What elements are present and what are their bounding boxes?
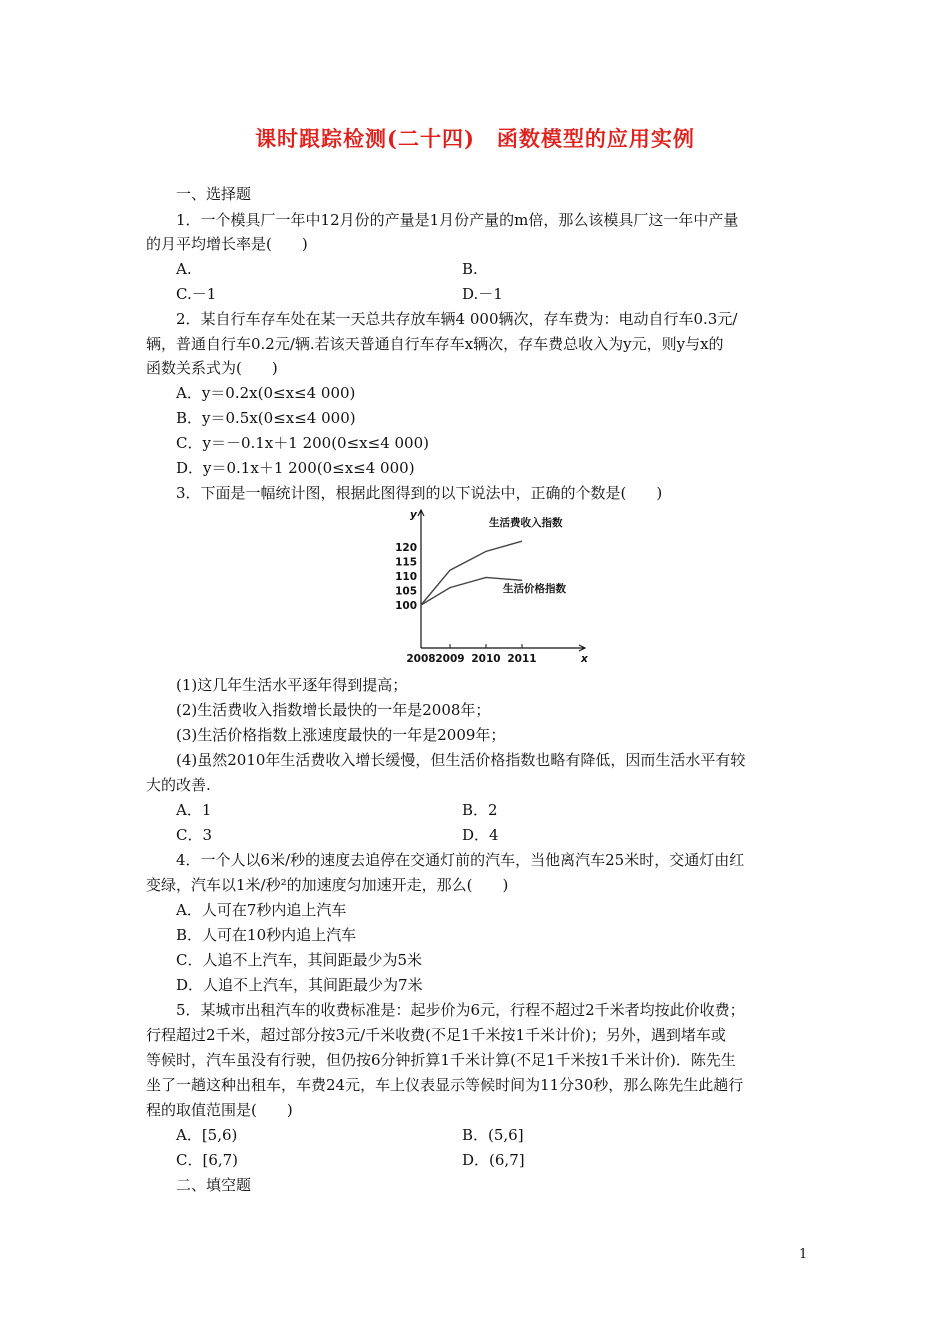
question-1-option-c: C.－1 <box>176 285 217 303</box>
question-5-option-b: B．(5,6] <box>462 1126 524 1144</box>
section-heading-fill-blank: 二、填空题 <box>176 1176 252 1194</box>
question-1-line-2: 的月平均增长率是( ) <box>146 235 308 253</box>
question-4-option-b: B．人可在10秒内追上汽车 <box>176 926 357 944</box>
x-tick-label: 2009 <box>435 653 465 665</box>
question-4-option-d: D．人追不上汽车，其间距最少为7米 <box>176 976 423 994</box>
question-3-statement-3: (3)生活价格指数上涨速度最快的一年是2009年； <box>176 726 506 744</box>
question-3-statement-2: (2)生活费收入指数增长最快的一年是2008年； <box>176 701 491 719</box>
question-5-line-5: 程的取值范围是( ) <box>146 1101 293 1119</box>
question-3-option-a: A．1 <box>176 801 212 819</box>
x-axis-label: x <box>581 653 588 665</box>
page-number: 1 <box>799 1247 808 1262</box>
question-5-option-a: A．[5,6) <box>176 1126 238 1144</box>
page-title: 课时跟踪检测(二十四) 函数模型的应用实例 <box>255 126 695 151</box>
question-4-line-2: 变绿，汽车以1米/秒²的加速度匀加速开走，那么( ) <box>146 876 509 894</box>
question-2-option-a: A．y＝0.2x(0≤x≤4 000) <box>176 384 356 402</box>
question-5-line-4: 坐了一趟这种出租车，车费24元，车上仪表显示等候时间为11分30秒，那么陈先生此趟行 <box>146 1076 744 1094</box>
question-5-line-2: 行程超过2千米，超过部分按3元/千米收费(不足1千米按1千米计价)；另外，遇到堵车或 <box>146 1026 726 1044</box>
question-2-line-3: 函数关系式为( ) <box>146 359 278 377</box>
question-1-option-d: D.－1 <box>462 285 503 303</box>
question-5-option-c: C．[6,7) <box>176 1151 239 1169</box>
series-label-income: 生活费收入指数 <box>489 517 563 529</box>
question-3-statement-4b: 大的改善. <box>146 776 211 794</box>
y-tick-label: 115 <box>395 556 417 569</box>
series-label-price: 生活价格指数 <box>503 583 566 595</box>
question-2-line-2: 辆，普通自行车0.2元/辆.若该天普通自行车存车x辆次，存车费总收入为y元，则y与x的 <box>146 335 724 353</box>
question-3-option-c: C．3 <box>176 826 213 844</box>
section-heading-choice: 一、选择题 <box>176 185 252 203</box>
question-3-statement-1: (1)这几年生活水平逐年得到提高； <box>176 676 408 694</box>
y-axis-label: y <box>410 509 417 521</box>
question-2-option-d: D．y＝0.1x＋1 200(0≤x≤4 000) <box>176 459 415 477</box>
x-tick-label: 2010 <box>471 653 501 665</box>
y-tick-label: 120 <box>395 542 417 554</box>
question-2-line-1: 2．某自行车存车处在某一天总共存放车辆4 000辆次，存车费为：电动自行车0.3元/ <box>176 310 738 328</box>
question-1-option-b: B. <box>462 260 478 278</box>
y-tick-label: 100 <box>395 600 417 612</box>
y-tick-label: 110 <box>395 571 417 583</box>
question-1-option-a: A. <box>176 260 192 278</box>
question-3-option-b: B．2 <box>462 801 498 819</box>
question-1-line-1: 1．一个模具厂一年中12月份的产量是1月份产量的m倍，那么该模具厂这一年中产量 <box>176 211 739 229</box>
question-3-option-d: D．4 <box>462 826 499 844</box>
question-5-option-d: D．(6,7] <box>462 1151 525 1169</box>
statistics-line-chart <box>392 504 592 670</box>
question-3-statement-4a: (4)虽然2010年生活费收入增长缓慢，但生活价格指数也略有降低，因而生活水平有较 <box>176 751 746 769</box>
question-4-option-c: C．人追不上汽车，其间距最少为5米 <box>176 951 423 969</box>
x-tick-label: 2008 <box>406 653 436 665</box>
question-2-option-c: C．y＝－0.1x＋1 200(0≤x≤4 000) <box>176 434 429 452</box>
question-4-option-a: A．人可在7秒内追上汽车 <box>176 901 347 919</box>
question-5-line-3: 等候时，汽车虽没有行驶，但仍按6分钟折算1千米计算(不足1千米按1千米计价)．陈先生 <box>146 1051 736 1069</box>
y-tick-label: 105 <box>395 585 417 598</box>
question-4-line-1: 4．一个人以6米/秒的速度去追停在交通灯前的汽车，当他离汽车25米时，交通灯由红 <box>176 851 745 869</box>
x-tick-label: 2011 <box>507 653 537 665</box>
question-5-line-1: 5．某城市出租汽车的收费标准是：起步价为6元，行程不超过2千米者均按此价收费； <box>176 1001 745 1019</box>
question-2-option-b: B．y＝0.5x(0≤x≤4 000) <box>176 409 356 427</box>
question-3-line-1: 3．下面是一幅统计图，根据此图得到的以下说法中，正确的个数是( ) <box>176 484 663 502</box>
